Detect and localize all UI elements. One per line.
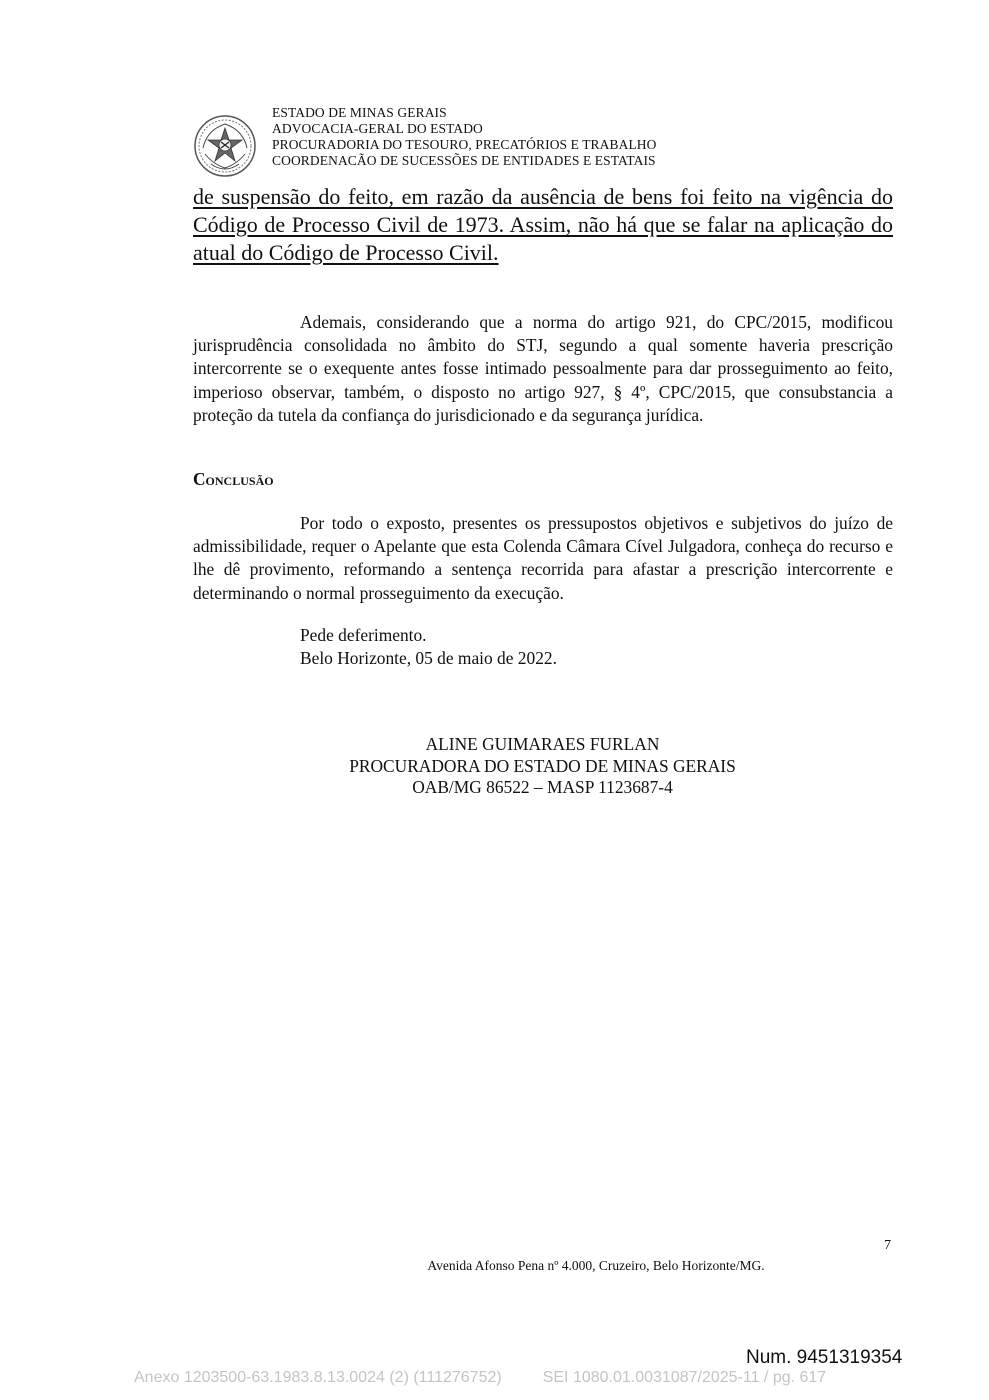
letterhead-line-state: ESTADO DE MINAS GERAIS — [272, 105, 447, 120]
signature-block — [300, 734, 785, 799]
footer-address: Avenida Afonso Pena nº 4.000, Cruzeiro, Belo Horizonte/MG. — [427, 1258, 765, 1273]
paragraph-ademais: Ademais, considerando que a norma do artigo 921, do CPC/2015, modificou jurisprudência consolidada no âmbito do STJ, segundo a qual somente haveria prescrição intercorrente se o exequente antes fosse intimado pessoalmente para dar prosseguimento ao feito, imperioso observar, também, o disposto no artigo 927, § 4º, CPC/2015, que consubstancia a proteção da tutela da confiança do jurisdicionado e da segurança jurídica. — [193, 312, 893, 425]
closing-place-date: Belo Horizonte, 05 de maio de 2022. — [300, 648, 557, 669]
annex-stamp — [134, 1369, 826, 1387]
letterhead-line-agency: ADVOCACIA-GERAL DO ESTADO — [272, 121, 483, 136]
signer-name: ALINE GUIMARAES FURLAN — [425, 734, 660, 754]
page-number: 7 — [884, 1238, 891, 1253]
document-number-stamp: Num. 9451319354 — [746, 1347, 903, 1368]
signer-registration: OAB/MG 86522 – MASP 1123687-4 — [412, 777, 673, 797]
section-heading-conclusao: Conclusão — [193, 469, 274, 489]
letterhead-line-coordination: COORDENACÃO DE SUCESSÕES DE ENTIDADES E ESTATAIS — [272, 153, 656, 168]
coat-of-arms-icon — [193, 114, 257, 178]
signer-title: PROCURADORA DO ESTADO DE MINAS GERAIS — [349, 755, 736, 776]
annex-reference: Anexo 1203500-63.1983.8.13.0024 (2) (111276752) — [134, 1369, 502, 1386]
intro-paragraph: de suspensão do feito, em razão da ausência de bens foi feito na vigência do Código de Processo Civil de 1973. Assim, não há que se falar na aplicação do atual do Código de Processo Civil. — [193, 184, 893, 265]
closing-block — [300, 624, 557, 670]
closing-request: Pede deferimento. — [300, 625, 427, 645]
paragraph-conclusao: Por todo o exposto, presentes os pressupostos objetivos e subjetivos do juízo de admissibilidade, requer o Apelante que esta Colenda Câmara Cível Julgadora, conheça do recurso e lhe dê provimento, reformando a sentença recorrida para afastar a prescrição intercorrente e determinando o normal prosseguimento da execução. — [193, 513, 893, 603]
sei-reference: SEI 1080.01.0031087/2025-11 / pg. 617 — [542, 1369, 827, 1386]
letterhead-line-procuradoria: PROCURADORIA DO TESOURO, PRECATÓRIOS E TRABALHO — [272, 137, 657, 152]
letterhead — [272, 105, 657, 169]
